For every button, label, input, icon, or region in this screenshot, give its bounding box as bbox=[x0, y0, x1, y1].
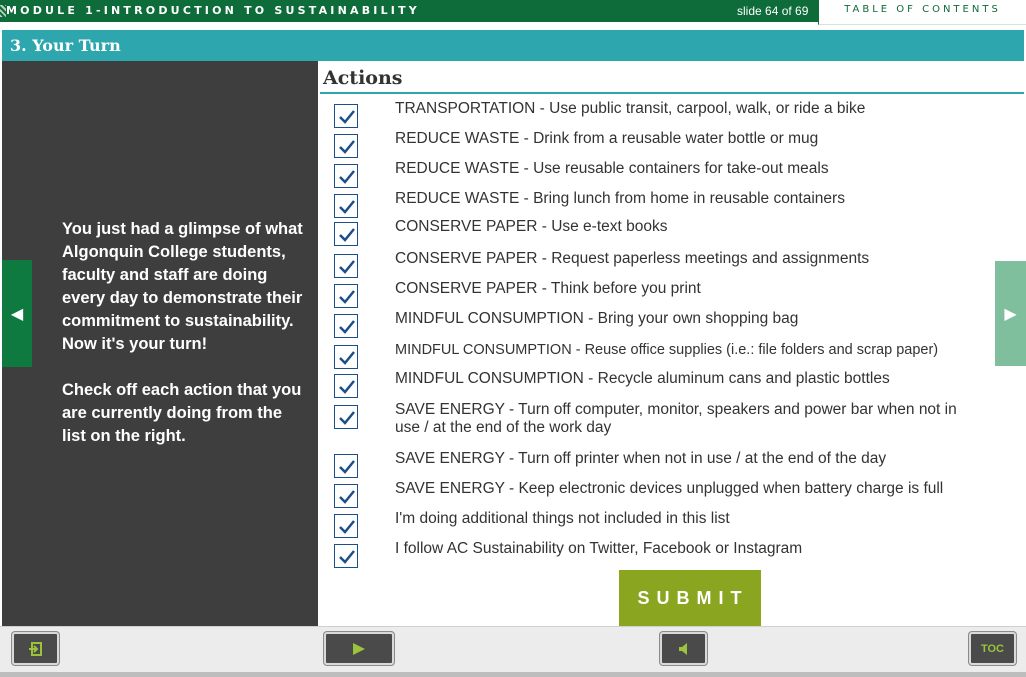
action-checkbox[interactable] bbox=[334, 544, 358, 568]
play-button[interactable] bbox=[324, 632, 394, 665]
exit-icon bbox=[28, 642, 44, 656]
checkmark-icon bbox=[338, 138, 356, 156]
arrow-right-icon: ▶ bbox=[1004, 305, 1017, 323]
action-checkbox[interactable] bbox=[334, 222, 358, 246]
action-label: TRANSPORTATION - Use public transit, carpool, walk, or ride a bike bbox=[395, 100, 866, 117]
action-label: MINDFUL CONSUMPTION - Recycle aluminum cans and plastic bottles bbox=[395, 370, 890, 387]
action-checkbox[interactable] bbox=[334, 405, 358, 429]
intro-paragraph: You just had a glimpse of what Algonquin College students, faculty and staff are doing every day to demonstrate their commitment to sustainability. Now it's your turn! bbox=[62, 220, 303, 353]
action-checkbox[interactable] bbox=[334, 254, 358, 278]
action-checkbox[interactable] bbox=[334, 134, 358, 158]
exit-button[interactable] bbox=[12, 632, 59, 665]
action-label: MINDFUL CONSUMPTION - Bring your own shopping bag bbox=[395, 310, 799, 327]
checkmark-icon bbox=[338, 378, 356, 396]
checkmark-icon bbox=[338, 258, 356, 276]
actions-divider bbox=[320, 92, 1024, 94]
checkmark-icon bbox=[338, 288, 356, 306]
slide-title: 3. Your Turn bbox=[10, 36, 121, 55]
checkmark-icon bbox=[338, 409, 356, 427]
toc-label: TOC bbox=[980, 642, 1005, 655]
arrow-left-icon: ◀ bbox=[10, 305, 24, 323]
checkmark-icon bbox=[338, 349, 356, 367]
bottom-toolbar bbox=[0, 626, 1026, 677]
intro-text bbox=[62, 218, 310, 448]
intro-panel bbox=[2, 61, 318, 626]
module-title: MODULE 1-INTRODUCTION TO SUSTAINABILITY bbox=[6, 4, 420, 17]
action-checkbox[interactable] bbox=[334, 164, 358, 188]
checkmark-icon bbox=[338, 318, 356, 336]
checkmark-icon bbox=[338, 518, 356, 536]
checkmark-icon bbox=[338, 458, 356, 476]
action-label: CONSERVE PAPER - Use e-text books bbox=[395, 218, 668, 235]
actions-heading: Actions bbox=[323, 67, 403, 89]
action-label: I follow AC Sustainability on Twitter, Facebook or Instagram bbox=[395, 540, 803, 557]
action-label: REDUCE WASTE - Drink from a reusable water bottle or mug bbox=[395, 130, 819, 147]
action-checkbox[interactable] bbox=[334, 454, 358, 478]
action-checkbox[interactable] bbox=[334, 514, 358, 538]
action-checkbox[interactable] bbox=[334, 374, 358, 398]
play-icon bbox=[351, 642, 367, 656]
action-label: CONSERVE PAPER - Think before you print bbox=[395, 280, 701, 297]
slide-counter: slide 64 of 69 bbox=[737, 4, 809, 18]
action-label: SAVE ENERGY - Turn off printer when not in use / at the end of the day bbox=[395, 450, 887, 467]
checkmark-icon bbox=[338, 198, 356, 216]
previous-slide-button[interactable] bbox=[2, 260, 32, 367]
table-of-contents-tab[interactable]: TABLE OF CONTENTS bbox=[818, 0, 1026, 25]
action-checkbox[interactable] bbox=[334, 314, 358, 338]
audio-button[interactable] bbox=[660, 632, 707, 665]
action-checkbox[interactable] bbox=[334, 194, 358, 218]
action-label: REDUCE WASTE - Bring lunch from home in reusable containers bbox=[395, 190, 845, 207]
checkmark-icon bbox=[338, 226, 356, 244]
action-checkbox[interactable] bbox=[334, 284, 358, 308]
action-label: SAVE ENERGY - Keep electronic devices unplugged when battery charge is full bbox=[395, 480, 944, 497]
bottom-edge bbox=[0, 672, 1026, 677]
instruction-paragraph: Check off each action that you are currently doing from the list on the right. bbox=[62, 381, 302, 445]
action-label: SAVE ENERGY - Turn off computer, monitor, speakers and power bar when not in use / at the end of the work day bbox=[395, 401, 957, 436]
toc-button[interactable] bbox=[969, 632, 1016, 665]
checkmark-icon bbox=[338, 108, 356, 126]
action-checkbox[interactable] bbox=[334, 104, 358, 128]
action-checkbox[interactable] bbox=[334, 484, 358, 508]
speaker-icon bbox=[676, 642, 692, 656]
submit-button[interactable]: SUBMIT bbox=[619, 570, 761, 626]
action-label: MINDFUL CONSUMPTION - Reuse office supplies (i.e.: file folders and scrap paper) bbox=[395, 342, 939, 358]
action-label: REDUCE WASTE - Use reusable containers for take-out meals bbox=[395, 160, 829, 177]
checkmark-icon bbox=[338, 488, 356, 506]
action-label: I'm doing additional things not included in this list bbox=[395, 510, 730, 527]
next-slide-button[interactable] bbox=[995, 261, 1026, 366]
checkmark-icon bbox=[338, 548, 356, 566]
slide-header bbox=[2, 30, 1024, 61]
checkmark-icon bbox=[338, 168, 356, 186]
action-checkbox[interactable] bbox=[334, 345, 358, 369]
action-label: CONSERVE PAPER - Request paperless meetings and assignments bbox=[395, 250, 870, 267]
